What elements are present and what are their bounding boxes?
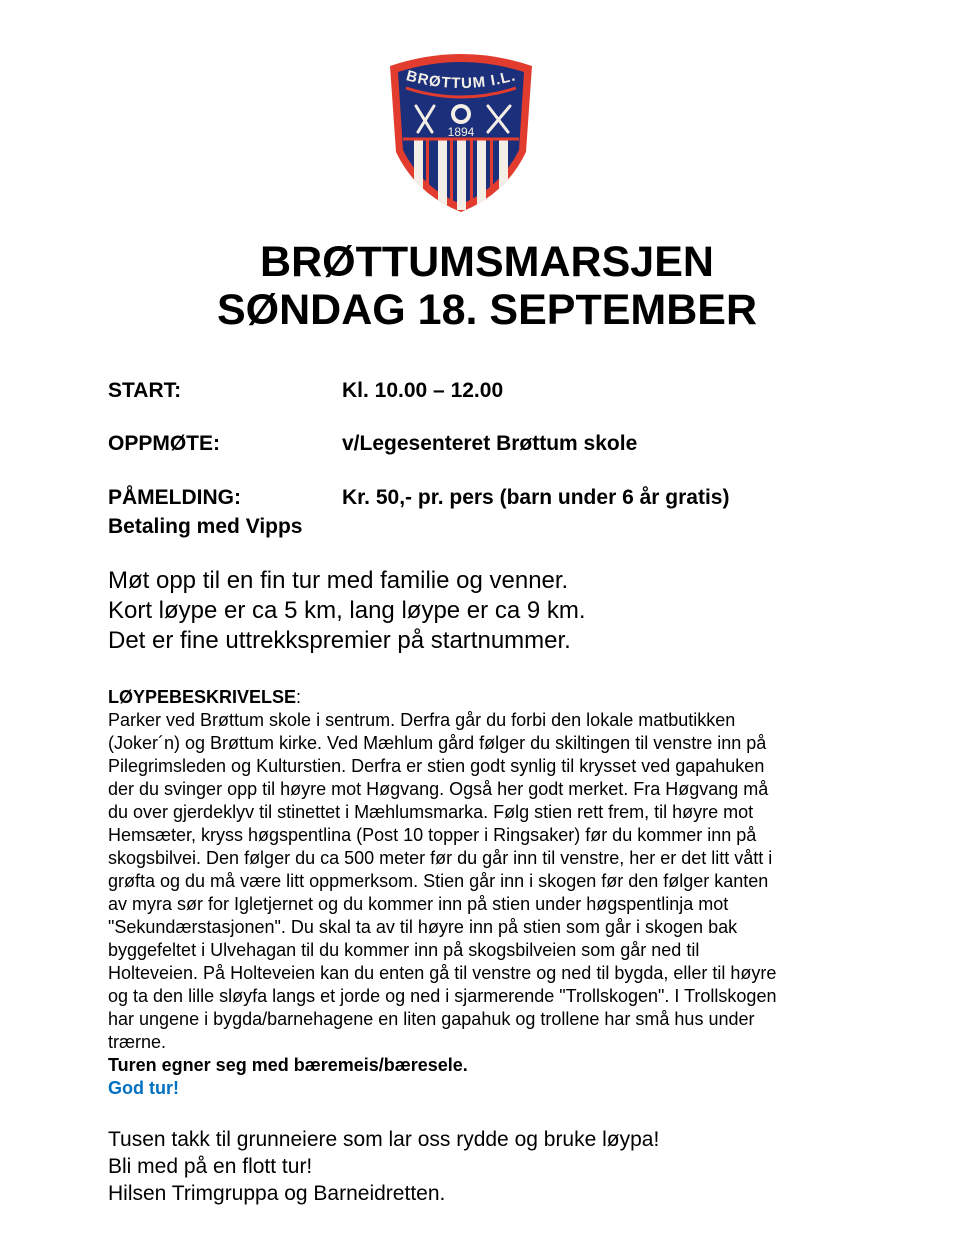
route-heading: LØYPEBESKRIVELSE (108, 687, 297, 707)
payment-method: Betaling med Vipps (108, 515, 303, 538)
info-label: OPPMØTE: (108, 432, 221, 455)
svg-text:BRØTTUM I.L.: BRØTTUM I.L. (404, 67, 518, 93)
route-line: (Joker´n) og Brøttum kirke. Ved Mæhlum gård følger du skiltingen til venstre inn på (108, 733, 767, 753)
intro-line: Det er fine uttrekkspremier på startnummer. (108, 627, 571, 654)
event-date: SØNDAG 18. SEPTEMBER (217, 286, 757, 334)
route-line: der du svinger opp til høyre mot Høgvang. Også her godt merket. Fra Høgvang må (108, 779, 769, 799)
intro-line: Kort løype er ca 5 km, lang løype er ca 9 km. (108, 597, 586, 624)
intro-text (108, 566, 586, 656)
good-trip: God tur! (108, 1078, 179, 1098)
route-line: Pilegrimsleden og Kulturstien. Derfra er stien godt synlig til krysset ved gapahuken (108, 756, 765, 776)
route-line: "Sekundærstasjonen". Du skal ta av til høyre inn på stien som går i skogen bak (108, 917, 738, 937)
route-line: Parker ved Brøttum skole i sentrum. Derfra går du forbi den lokale matbutikken (108, 710, 736, 730)
closing-line: Tusen takk til grunneiere som lar oss rydde og bruke løypa! (108, 1128, 660, 1151)
route-description (108, 686, 868, 1100)
route-body (108, 709, 868, 1054)
info-value: Kl. 10.00 – 12.00 (342, 379, 504, 402)
closing-line: Hilsen Trimgruppa og Barneidretten. (108, 1182, 446, 1205)
route-line: har ungene i bygda/barnehagene en liten gapahuk og trollene har små hus under (108, 1009, 755, 1029)
route-line: Hemsæter, kryss høgspentlina (Post 10 topper i Ringsaker) før du kommer inn på (108, 825, 757, 845)
route-line: trærne. (108, 1032, 167, 1052)
info-value: Kr. 50,- pr. pers (barn under 6 år gratis) (342, 486, 730, 509)
event-title: BRØTTUMSMARSJEN (260, 238, 714, 286)
info-label: START: (108, 379, 182, 402)
closing-text (108, 1126, 659, 1207)
route-line: Holteveien. På Holteveien kan du enten gå til venstre og ned til bygda, eller til høyre (108, 963, 777, 983)
route-heading-colon: : (296, 687, 302, 707)
route-line: skogsbilvei. Den følger du ca 500 meter før du går inn til venstre, her er det litt vått i (108, 848, 773, 868)
info-label: PÅMELDING: (108, 486, 241, 509)
svg-text:1894: 1894 (447, 125, 475, 139)
closing-line: Bli med på en flott tur! (108, 1155, 313, 1178)
route-line: av myra sør for Igletjernet og du kommer inn på stien under høgspentlinja mot (108, 894, 729, 914)
route-line: og ta den lille sløyfa langs et jorde og ned i sjarmerende "Trollskogen". I Trollskogen (108, 986, 777, 1006)
intro-line: Møt opp til en fin tur med familie og venner. (108, 567, 569, 594)
route-line: du over gjerdeklyv til stinettet i Mæhlumsmarka. Følg stien rett frem, til høyre mot (108, 802, 754, 822)
route-line: byggefeltet i Ulvehagan til du kommer inn på skogsbilveien som går ned til (108, 940, 700, 960)
info-value: v/Legesenteret Brøttum skole (342, 432, 638, 455)
club-crest-logo (376, 44, 546, 214)
route-heading-row (108, 686, 868, 709)
carrier-note: Turen egner seg med bæremeis/bæresele. (108, 1055, 468, 1075)
route-line: grøfta og du må være litt oppmerksom. Stien går inn i skogen før den følger kanten (108, 871, 769, 891)
